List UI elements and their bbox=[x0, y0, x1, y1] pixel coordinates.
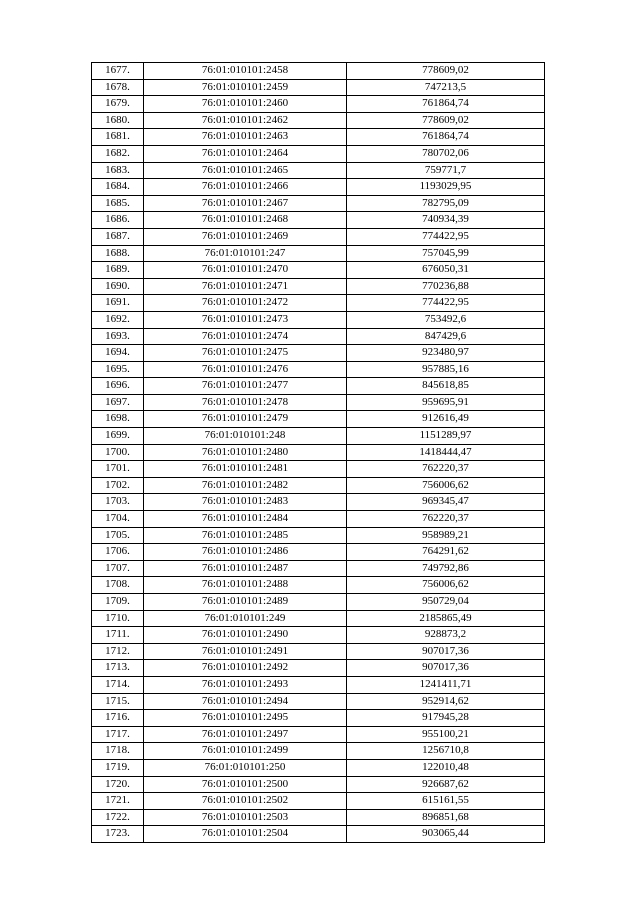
cadastral-number-cell: 76:01:010101:2484 bbox=[144, 511, 347, 528]
row-number-cell: 1703. bbox=[92, 494, 144, 511]
cadastral-number-cell: 76:01:010101:2503 bbox=[144, 809, 347, 826]
value-cell: 1256710,8 bbox=[347, 743, 545, 760]
row-number-cell: 1687. bbox=[92, 228, 144, 245]
cadastral-number-cell: 76:01:010101:2485 bbox=[144, 527, 347, 544]
table-row bbox=[92, 63, 545, 80]
cadastral-number-cell: 76:01:010101:2473 bbox=[144, 311, 347, 328]
value-cell: 676050,31 bbox=[347, 262, 545, 279]
table-row bbox=[92, 79, 545, 96]
table-row bbox=[92, 428, 545, 445]
row-number-cell: 1691. bbox=[92, 295, 144, 312]
value-cell: 759771,7 bbox=[347, 162, 545, 179]
value-cell: 756006,62 bbox=[347, 577, 545, 594]
cadastral-number-cell: 76:01:010101:2472 bbox=[144, 295, 347, 312]
cadastral-number-cell: 76:01:010101:2495 bbox=[144, 710, 347, 727]
cadastral-number-cell: 76:01:010101:249 bbox=[144, 610, 347, 627]
cadastral-number-cell: 76:01:010101:2465 bbox=[144, 162, 347, 179]
row-number-cell: 1701. bbox=[92, 461, 144, 478]
cadastral-number-cell: 76:01:010101:2475 bbox=[144, 345, 347, 362]
value-cell: 778609,02 bbox=[347, 112, 545, 129]
table-row bbox=[92, 511, 545, 528]
row-number-cell: 1682. bbox=[92, 145, 144, 162]
row-number-cell: 1680. bbox=[92, 112, 144, 129]
value-cell: 1241411,71 bbox=[347, 676, 545, 693]
row-number-cell: 1710. bbox=[92, 610, 144, 627]
table-row bbox=[92, 577, 545, 594]
value-cell: 770236,88 bbox=[347, 278, 545, 295]
cadastral-number-cell: 76:01:010101:2469 bbox=[144, 228, 347, 245]
cadastral-number-cell: 76:01:010101:2492 bbox=[144, 660, 347, 677]
row-number-cell: 1704. bbox=[92, 511, 144, 528]
cadastral-number-cell: 76:01:010101:2499 bbox=[144, 743, 347, 760]
row-number-cell: 1723. bbox=[92, 826, 144, 843]
cadastral-number-cell: 76:01:010101:2463 bbox=[144, 129, 347, 146]
row-number-cell: 1718. bbox=[92, 743, 144, 760]
table-row bbox=[92, 693, 545, 710]
value-cell: 957885,16 bbox=[347, 361, 545, 378]
row-number-cell: 1678. bbox=[92, 79, 144, 96]
table-row bbox=[92, 195, 545, 212]
table-row bbox=[92, 627, 545, 644]
table-row bbox=[92, 245, 545, 262]
value-cell: 969345,47 bbox=[347, 494, 545, 511]
value-cell: 847429,6 bbox=[347, 328, 545, 345]
cadastral-number-cell: 76:01:010101:2460 bbox=[144, 96, 347, 113]
table-row bbox=[92, 361, 545, 378]
table-row bbox=[92, 228, 545, 245]
row-number-cell: 1712. bbox=[92, 643, 144, 660]
row-number-cell: 1715. bbox=[92, 693, 144, 710]
value-cell: 761864,74 bbox=[347, 96, 545, 113]
value-cell: 747213,5 bbox=[347, 79, 545, 96]
cadastral-number-cell: 76:01:010101:2491 bbox=[144, 643, 347, 660]
value-cell: 1418444,47 bbox=[347, 444, 545, 461]
table-row bbox=[92, 411, 545, 428]
cadastral-number-cell: 76:01:010101:2477 bbox=[144, 378, 347, 395]
table-row bbox=[92, 793, 545, 810]
row-number-cell: 1698. bbox=[92, 411, 144, 428]
table-row bbox=[92, 594, 545, 611]
cadastral-number-cell: 76:01:010101:2474 bbox=[144, 328, 347, 345]
value-cell: 2185865,49 bbox=[347, 610, 545, 627]
row-number-cell: 1722. bbox=[92, 809, 144, 826]
row-number-cell: 1705. bbox=[92, 527, 144, 544]
cadastral-number-cell: 76:01:010101:2482 bbox=[144, 477, 347, 494]
table-row bbox=[92, 394, 545, 411]
row-number-cell: 1717. bbox=[92, 726, 144, 743]
row-number-cell: 1713. bbox=[92, 660, 144, 677]
row-number-cell: 1706. bbox=[92, 544, 144, 561]
table-row bbox=[92, 743, 545, 760]
table-row bbox=[92, 179, 545, 196]
value-cell: 896851,68 bbox=[347, 809, 545, 826]
table-row bbox=[92, 212, 545, 229]
row-number-cell: 1685. bbox=[92, 195, 144, 212]
value-cell: 122010,48 bbox=[347, 759, 545, 776]
value-cell: 907017,36 bbox=[347, 660, 545, 677]
value-cell: 757045,99 bbox=[347, 245, 545, 262]
row-number-cell: 1699. bbox=[92, 428, 144, 445]
table-row bbox=[92, 710, 545, 727]
cadastral-number-cell: 76:01:010101:2488 bbox=[144, 577, 347, 594]
value-cell: 959695,91 bbox=[347, 394, 545, 411]
row-number-cell: 1714. bbox=[92, 676, 144, 693]
row-number-cell: 1690. bbox=[92, 278, 144, 295]
cadastral-number-cell: 76:01:010101:2476 bbox=[144, 361, 347, 378]
row-number-cell: 1679. bbox=[92, 96, 144, 113]
table-row bbox=[92, 544, 545, 561]
cadastral-number-cell: 76:01:010101:247 bbox=[144, 245, 347, 262]
row-number-cell: 1719. bbox=[92, 759, 144, 776]
value-cell: 762220,37 bbox=[347, 511, 545, 528]
cadastral-number-cell: 76:01:010101:250 bbox=[144, 759, 347, 776]
value-cell: 780702,06 bbox=[347, 145, 545, 162]
table-row bbox=[92, 112, 545, 129]
cadastral-number-cell: 76:01:010101:2500 bbox=[144, 776, 347, 793]
cadastral-number-cell: 76:01:010101:2497 bbox=[144, 726, 347, 743]
value-cell: 907017,36 bbox=[347, 643, 545, 660]
value-cell: 774422,95 bbox=[347, 295, 545, 312]
table-row bbox=[92, 477, 545, 494]
cadastral-number-cell: 76:01:010101:2481 bbox=[144, 461, 347, 478]
cadastral-number-cell: 76:01:010101:2480 bbox=[144, 444, 347, 461]
cadastral-number-cell: 76:01:010101:2464 bbox=[144, 145, 347, 162]
row-number-cell: 1684. bbox=[92, 179, 144, 196]
value-cell: 950729,04 bbox=[347, 594, 545, 611]
row-number-cell: 1688. bbox=[92, 245, 144, 262]
table-row bbox=[92, 162, 545, 179]
row-number-cell: 1707. bbox=[92, 560, 144, 577]
row-number-cell: 1720. bbox=[92, 776, 144, 793]
cadastral-number-cell: 76:01:010101:248 bbox=[144, 428, 347, 445]
value-cell: 952914,62 bbox=[347, 693, 545, 710]
cadastral-number-cell: 76:01:010101:2493 bbox=[144, 676, 347, 693]
value-cell: 917945,28 bbox=[347, 710, 545, 727]
cadastral-number-cell: 76:01:010101:2462 bbox=[144, 112, 347, 129]
value-cell: 903065,44 bbox=[347, 826, 545, 843]
row-number-cell: 1702. bbox=[92, 477, 144, 494]
table-row bbox=[92, 726, 545, 743]
value-cell: 782795,09 bbox=[347, 195, 545, 212]
value-cell: 912616,49 bbox=[347, 411, 545, 428]
table-row bbox=[92, 826, 545, 843]
row-number-cell: 1694. bbox=[92, 345, 144, 362]
row-number-cell: 1708. bbox=[92, 577, 144, 594]
value-cell: 762220,37 bbox=[347, 461, 545, 478]
cadastral-number-cell: 76:01:010101:2470 bbox=[144, 262, 347, 279]
table-row bbox=[92, 145, 545, 162]
row-number-cell: 1711. bbox=[92, 627, 144, 644]
row-number-cell: 1681. bbox=[92, 129, 144, 146]
row-number-cell: 1700. bbox=[92, 444, 144, 461]
cadastral-number-cell: 76:01:010101:2487 bbox=[144, 560, 347, 577]
cadastral-number-cell: 76:01:010101:2486 bbox=[144, 544, 347, 561]
cadastral-number-cell: 76:01:010101:2458 bbox=[144, 63, 347, 80]
row-number-cell: 1721. bbox=[92, 793, 144, 810]
table-row bbox=[92, 461, 545, 478]
table-row bbox=[92, 311, 545, 328]
row-number-cell: 1697. bbox=[92, 394, 144, 411]
cadastral-number-cell: 76:01:010101:2494 bbox=[144, 693, 347, 710]
value-cell: 774422,95 bbox=[347, 228, 545, 245]
row-number-cell: 1689. bbox=[92, 262, 144, 279]
table-body bbox=[92, 63, 545, 843]
table-row bbox=[92, 527, 545, 544]
value-cell: 764291,62 bbox=[347, 544, 545, 561]
value-cell: 778609,02 bbox=[347, 63, 545, 80]
row-number-cell: 1716. bbox=[92, 710, 144, 727]
row-number-cell: 1692. bbox=[92, 311, 144, 328]
row-number-cell: 1696. bbox=[92, 378, 144, 395]
table-row bbox=[92, 278, 545, 295]
table-row bbox=[92, 676, 545, 693]
table-row bbox=[92, 295, 545, 312]
table-row bbox=[92, 494, 545, 511]
table-row bbox=[92, 610, 545, 627]
value-cell: 761864,74 bbox=[347, 129, 545, 146]
value-cell: 958989,21 bbox=[347, 527, 545, 544]
table-row bbox=[92, 378, 545, 395]
cadastral-number-cell: 76:01:010101:2479 bbox=[144, 411, 347, 428]
value-cell: 928873,2 bbox=[347, 627, 545, 644]
value-cell: 1151289,97 bbox=[347, 428, 545, 445]
table-row bbox=[92, 129, 545, 146]
value-cell: 1193029,95 bbox=[347, 179, 545, 196]
table-row bbox=[92, 776, 545, 793]
cadastral-number-cell: 76:01:010101:2504 bbox=[144, 826, 347, 843]
table-row bbox=[92, 262, 545, 279]
value-cell: 756006,62 bbox=[347, 477, 545, 494]
table-row bbox=[92, 345, 545, 362]
cadastral-number-cell: 76:01:010101:2489 bbox=[144, 594, 347, 611]
cadastral-number-cell: 76:01:010101:2478 bbox=[144, 394, 347, 411]
row-number-cell: 1695. bbox=[92, 361, 144, 378]
table-row bbox=[92, 660, 545, 677]
cadastral-number-cell: 76:01:010101:2471 bbox=[144, 278, 347, 295]
table-row bbox=[92, 643, 545, 660]
value-cell: 955100,21 bbox=[347, 726, 545, 743]
table-row bbox=[92, 96, 545, 113]
cadastral-number-cell: 76:01:010101:2459 bbox=[144, 79, 347, 96]
value-cell: 740934,39 bbox=[347, 212, 545, 229]
table-row bbox=[92, 560, 545, 577]
row-number-cell: 1683. bbox=[92, 162, 144, 179]
value-cell: 749792,86 bbox=[347, 560, 545, 577]
cadastral-number-cell: 76:01:010101:2490 bbox=[144, 627, 347, 644]
cadastral-number-cell: 76:01:010101:2502 bbox=[144, 793, 347, 810]
table-row bbox=[92, 759, 545, 776]
value-cell: 926687,62 bbox=[347, 776, 545, 793]
cadastral-number-cell: 76:01:010101:2483 bbox=[144, 494, 347, 511]
row-number-cell: 1686. bbox=[92, 212, 144, 229]
value-cell: 845618,85 bbox=[347, 378, 545, 395]
row-number-cell: 1677. bbox=[92, 63, 144, 80]
value-cell: 615161,55 bbox=[347, 793, 545, 810]
value-cell: 753492,6 bbox=[347, 311, 545, 328]
data-table bbox=[91, 62, 545, 843]
cadastral-number-cell: 76:01:010101:2466 bbox=[144, 179, 347, 196]
cadastral-number-cell: 76:01:010101:2467 bbox=[144, 195, 347, 212]
value-cell: 923480,97 bbox=[347, 345, 545, 362]
row-number-cell: 1709. bbox=[92, 594, 144, 611]
table-row bbox=[92, 328, 545, 345]
table-row bbox=[92, 809, 545, 826]
cadastral-number-cell: 76:01:010101:2468 bbox=[144, 212, 347, 229]
table-row bbox=[92, 444, 545, 461]
row-number-cell: 1693. bbox=[92, 328, 144, 345]
